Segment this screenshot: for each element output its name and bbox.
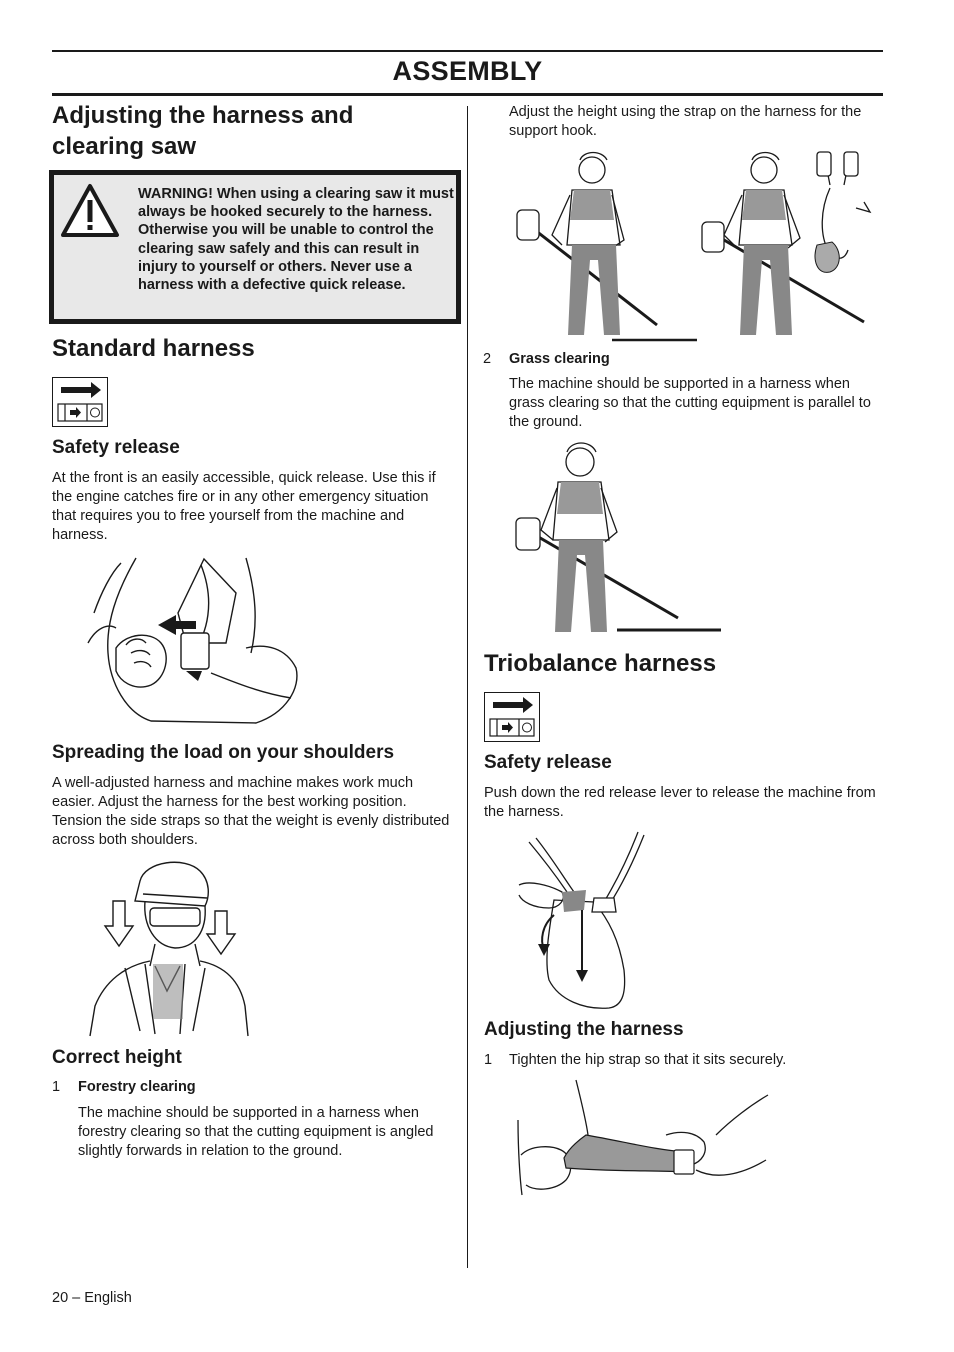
hip-strap-illustration xyxy=(516,1080,771,1200)
adjusting-item1-number: 1 xyxy=(484,1052,493,1068)
quick-release-symbol-icon xyxy=(52,377,108,427)
safety-release-text: At the front is an easily accessible, quick release. Use this if the engine catches fire or in any other emergency situation that requires you to free yourself from the machine and harness. xyxy=(52,470,436,543)
forestry-clearing-illustration xyxy=(512,150,882,345)
quick-release-symbol-icon-2 xyxy=(484,692,540,742)
safety-release-heading: Safety release xyxy=(52,437,180,458)
forestry-clearing-text: The machine should be supported in a harness when forestry clearing so that the cutting equipment is angled slightly forwards in relation to the ground. xyxy=(78,1105,434,1159)
warning-text: WARNING! When using a clearing saw it must always be hooked securely to the harness. Otherwise you will be unable to control the clearing saw safely and this can result in injury to yourself or others. Never use a harness with a defective quick release. xyxy=(138,186,454,294)
quick-release-illustration xyxy=(86,553,306,728)
support-hook-text: Adjust the height using the strap on the harness for the support hook. xyxy=(509,104,862,139)
correct-height-heading: Correct height xyxy=(52,1047,182,1068)
item2-number: 2 xyxy=(483,351,492,367)
adjusting-item1-text: Tighten the hip strap so that it sits securely. xyxy=(509,1052,787,1068)
grass-clearing-text: The machine should be supported in a harness when grass clearing so that the cutting equipment is parallel to the ground. xyxy=(509,376,871,430)
spreading-load-heading: Spreading the load on your shoulders xyxy=(52,742,395,763)
page-heading-line1: Adjusting the harness and xyxy=(52,102,354,129)
header-bottom-rule xyxy=(52,93,883,96)
warning-triangle-icon xyxy=(60,183,120,239)
page-heading-line2: clearing saw xyxy=(52,133,197,160)
forestry-clearing-title: Forestry clearing xyxy=(78,1079,196,1095)
standard-harness-heading: Standard harness xyxy=(52,335,255,362)
release-lever-illustration xyxy=(514,830,649,1015)
triobalance-heading: Triobalance harness xyxy=(484,650,717,677)
column-divider xyxy=(467,106,468,1268)
section-title: ASSEMBLY xyxy=(392,56,543,86)
adjusting-harness-heading: Adjusting the harness xyxy=(484,1019,684,1040)
shoulder-straps-illustration xyxy=(85,856,250,1036)
item1-number: 1 xyxy=(52,1079,61,1095)
page-heading xyxy=(52,100,452,162)
trio-safety-release-heading: Safety release xyxy=(484,752,612,773)
warning-box xyxy=(49,170,461,324)
spreading-load-text: A well-adjusted harness and machine makes work much easier. Adjust the harness for the best working position. Tension the side straps so that the weight is evenly distributed across both shoulders. xyxy=(52,775,450,848)
header-top-rule xyxy=(52,50,883,52)
grass-clearing-illustration xyxy=(513,440,723,635)
grass-clearing-title: Grass clearing xyxy=(509,351,610,367)
page-footer: 20 – English xyxy=(52,1290,132,1306)
trio-safety-release-text: Push down the red release lever to release the machine from the harness. xyxy=(484,785,876,820)
